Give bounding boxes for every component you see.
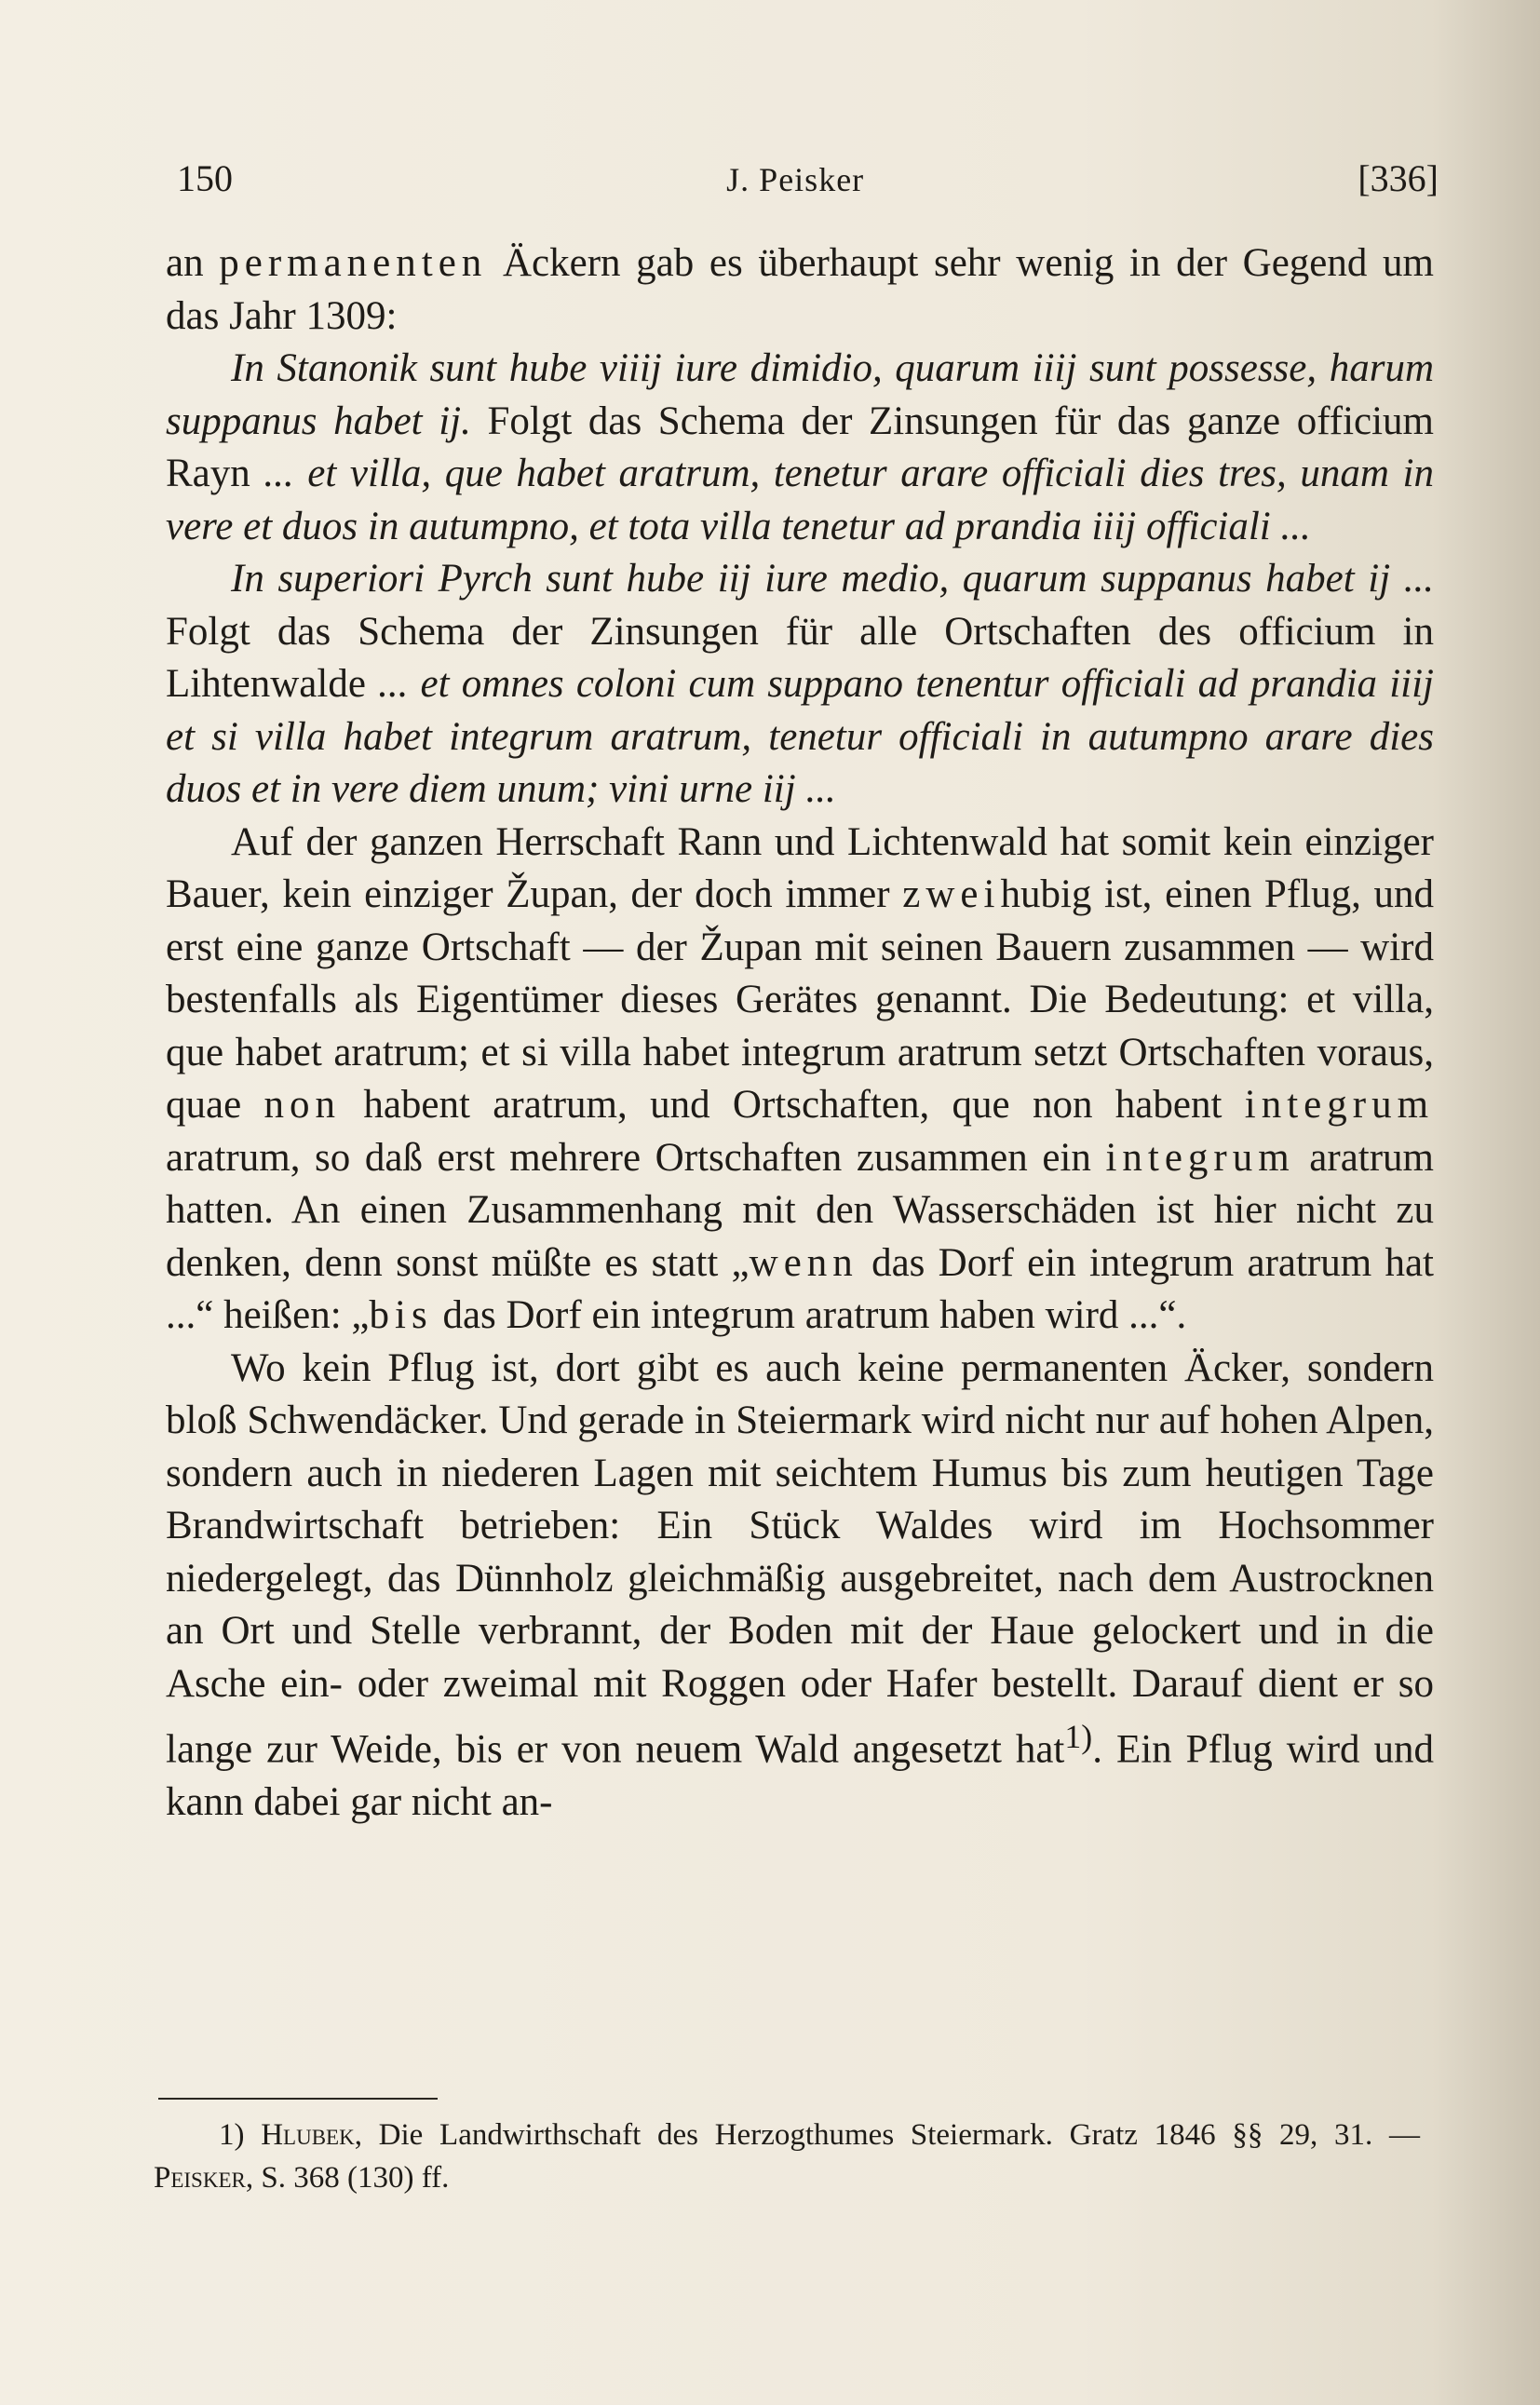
footnote-citation: , S. 368 (130) ff. bbox=[245, 2161, 450, 2195]
text-run: an bbox=[166, 241, 220, 285]
paragraph-2 bbox=[166, 817, 1434, 1343]
spaced-emphasis: non bbox=[263, 1083, 342, 1127]
quote-text: ... et omnes coloni cum suppano tenentur officiali ad prandia iiij et si villa habet integrum aratrum, tenetur officiali in autumpno arare dies duos et in vere diem unum; vini urne iij ... bbox=[166, 662, 1434, 811]
spaced-emphasis: permanenten bbox=[219, 241, 488, 285]
text-run: das Dorf ein integrum aratrum hat ...“ heißen: „ bbox=[166, 1240, 1435, 1337]
quote-text: In superiori Pyrch sunt hube iij iure medio, quarum suppanus habet ij ... bbox=[231, 557, 1434, 601]
editorial-note: Folgt das Schema der Zinsungen für das ganze officium Rayn bbox=[166, 399, 1434, 495]
footnote-reference: 1) bbox=[1064, 1718, 1093, 1755]
footnote-marker: 1) bbox=[219, 2118, 262, 2152]
original-page-number: [336] bbox=[1358, 157, 1439, 199]
body-text bbox=[166, 237, 1434, 1829]
text-run: aratrum hatten. An einen Zusammenhang mit den Wasserschäden ist hier nicht zu denken, denn sonst müßte es statt „ bbox=[166, 1135, 1434, 1285]
footnote-author: Hlubek bbox=[261, 2118, 355, 2152]
text-run: hubig ist, einen Pflug, und erst eine ganze Ortschaft — der Župan mit seinen Bauern zusammen — wird bestenfalls als Eigentümer dieses Gerätes genannt. Die Bedeutung: et villa, que habet aratrum; et si villa habet integrum aratrum setzt Ortschaften voraus, quae bbox=[166, 872, 1435, 1127]
footnote-author: Peisker bbox=[154, 2161, 246, 2195]
spaced-emphasis: wenn bbox=[749, 1240, 858, 1285]
paragraph-3 bbox=[166, 1343, 1434, 1830]
spaced-emphasis: integrum bbox=[1105, 1135, 1295, 1180]
latin-quote-1 bbox=[166, 343, 1434, 553]
editorial-note: Folgt das Schema der Zinsungen für alle Ortschaften des officium in Lihtenwalde bbox=[166, 609, 1434, 706]
footnote-rule bbox=[158, 2098, 438, 2100]
spaced-emphasis: bis bbox=[369, 1293, 433, 1337]
paragraph-1 bbox=[166, 237, 1434, 343]
spaced-emphasis: zwei bbox=[902, 872, 1001, 916]
text-run: Äckern gab es überhaupt sehr wenig in der Gegend um das Jahr 1309: bbox=[166, 241, 1434, 338]
running-title: J. Peisker bbox=[726, 161, 865, 198]
quote-text: In Stanonik sunt hube viiij iure dimidio, quarum iiij sunt possesse, harum suppanus habet ij. bbox=[166, 346, 1434, 443]
text-run: . Ein Pflug wird und kann dabei gar nicht an- bbox=[166, 1727, 1435, 1824]
quote-text: ... et villa, que habet aratrum, tenetur arare officiali dies tres, unam in vere et duos in autumpno, et tota villa tenetur ad prandia iiij officiali ... bbox=[166, 452, 1434, 548]
text-run: habent aratrum, und Ortschaften, que non habent bbox=[341, 1083, 1245, 1127]
text-run: Wo kein Pflug ist, dort gibt es auch keine permanenten Äcker, sondern bloß Schwendäcker. Und gerade in Steiermark wird nicht nur auf hohen Alpen, sondern auch in niederen Lagen mit seichtem Humus bis zum heutigen Tage Brandwirtschaft betrieben: Ein Stück Waldes wird im Hochsommer niedergelegt, das Dünnholz gleichmäßig ausgebreitet, nach dem Austrocknen an Ort und Stelle verbrannt, der Boden mit der Haue gelockert und in die Asche ein- oder zweimal mit Roggen oder Hafer bestellt. Darauf dient er so lange zur Weide, bis er von neuem Wald angesetzt hat bbox=[166, 1345, 1434, 1772]
footnote-text bbox=[154, 2114, 1420, 2199]
text-run: Auf der ganzen Herrschaft Rann und Lichtenwald hat somit kein einziger Bauer, kein einziger Župan, der doch immer bbox=[166, 819, 1434, 916]
spaced-emphasis: integrum bbox=[1244, 1083, 1435, 1127]
latin-quote-2 bbox=[166, 553, 1434, 817]
text-run: das Dorf ein integrum aratrum haben wird ...“. bbox=[432, 1293, 1187, 1337]
text-run: aratrum, so daß erst mehrere Ortschaften zusammen ein bbox=[166, 1135, 1106, 1180]
footnote bbox=[154, 2114, 1420, 2199]
page-header bbox=[177, 156, 1439, 200]
page-number: 150 bbox=[177, 157, 233, 199]
footnote-citation: , Die Landwirthschaft des Herzogthumes Steiermark. Gratz 1846 §§ 29, 31. — bbox=[354, 2118, 1420, 2152]
